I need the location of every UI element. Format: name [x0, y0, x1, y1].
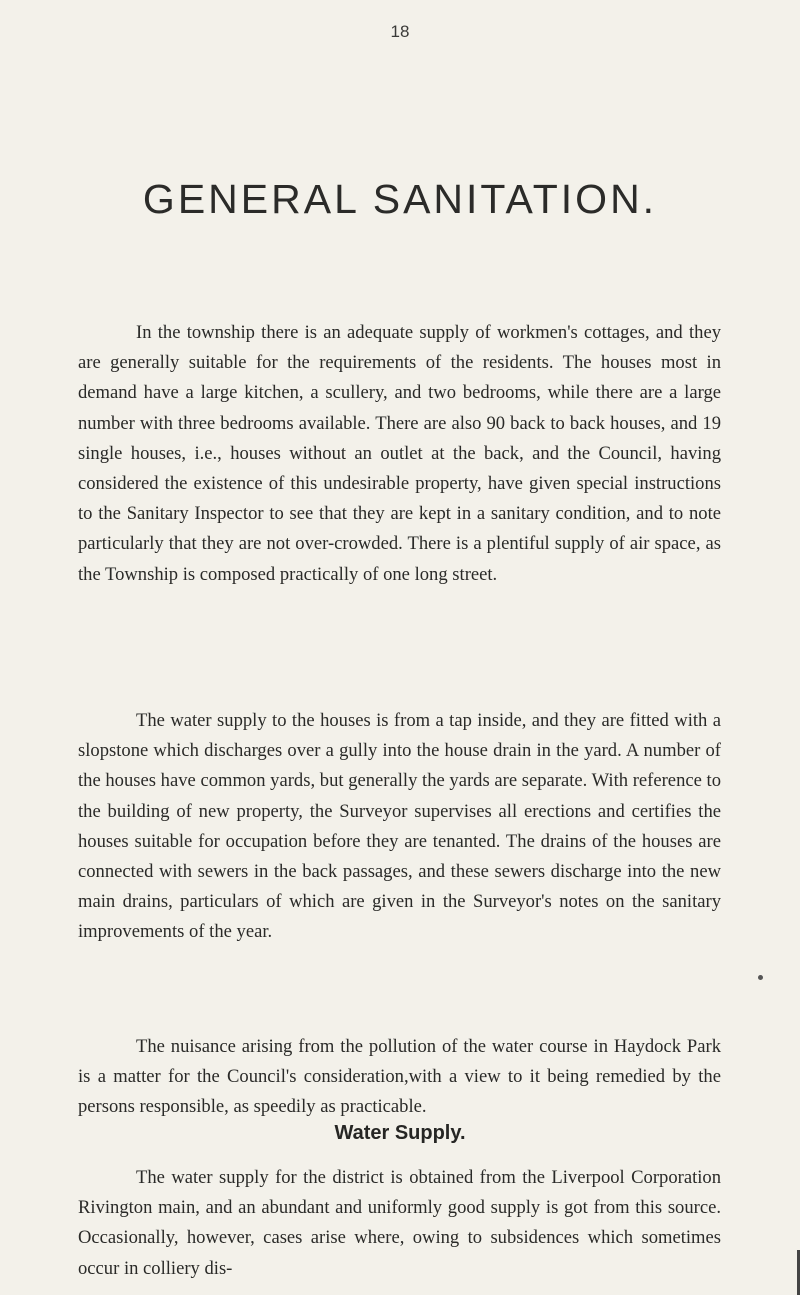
paragraph-water-supply: The water supply for the district is obtained from the Liverpool Corporation Rivington main, and an abundant and uniformly good supply is got from this source. Occasionally, however, cases arise where, owing to subsidences which sometimes occur in colliery dis- — [78, 1167, 721, 1279]
section-heading-water-supply: Water Supply. — [334, 1122, 466, 1144]
margin-dot — [758, 975, 763, 980]
paragraph-nuisance: The nuisance arising from the pollution of the water course in Haydock Park is a matter for the Council's consideration,with a view to it being remedied by the persons responsible, as speedily as practicable. — [78, 1036, 721, 1118]
page-number: 18 — [390, 22, 410, 41]
paragraph-drainage: The water supply to the houses is from a tap inside, and they are fitted with a slopstone which discharges over a gully into the house drain in the yard. A number of the houses have common yards, but generally the yards are separate. With reference to the building of new property, the Surveyor supervises all erections and certifies the houses suitable for occupation before they are tenanted. The drains of the houses are connected with sewers in the back passages, and these sewers discharge into the new main drains, particulars of which are given in the Surveyor's notes on the sanitary improvements of the year. — [78, 710, 721, 943]
paragraph-housing: In the township there is an adequate supply of workmen's cottages, and they are generally suitable for the requirements of the residents. The houses most in demand have a large kitchen, a scullery, and two bedrooms, while there are a large number with three bedrooms available. There are also 90 back to back houses, and 19 single houses, i.e., houses without an outlet at the back, and the Council, having considered the existence of this undesirable property, have given special instructions to the Sanitary Inspector to see that they are kept in a sanitary condition, and to note particularly that they are not over-crowded. There is a plentiful supply of air space, as the Township is composed practically of one long street. — [78, 322, 721, 585]
page-title: GENERAL SANITATION. — [142, 176, 658, 222]
